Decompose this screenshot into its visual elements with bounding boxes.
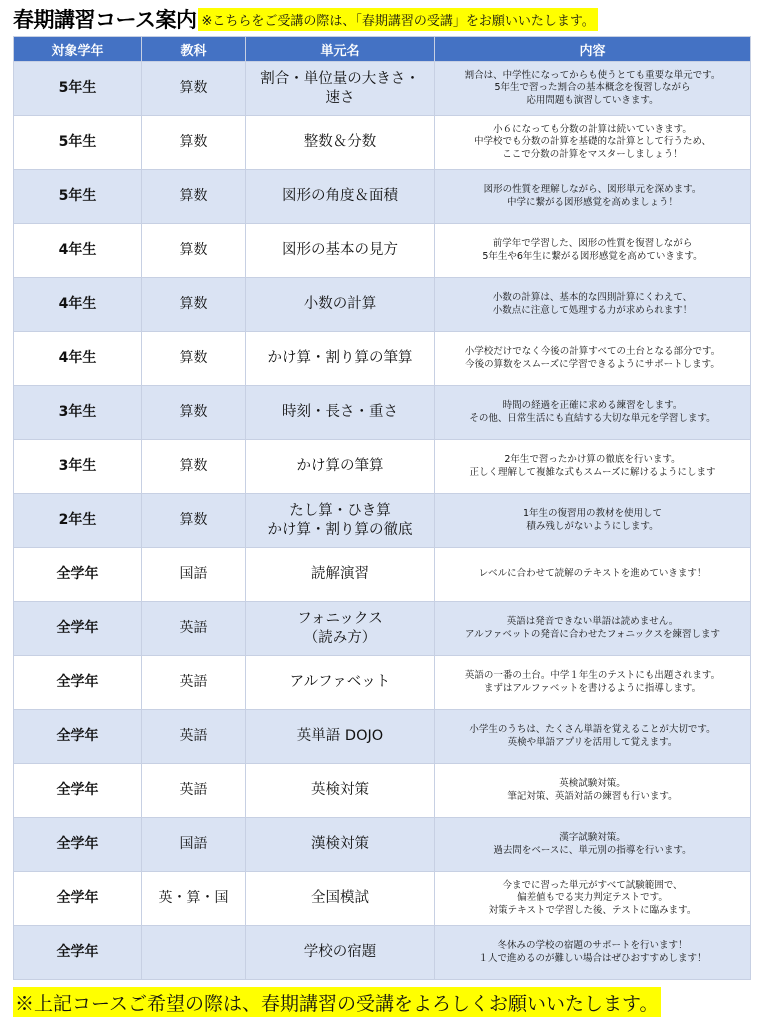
table-row: [14, 764, 751, 818]
column-header-content: 内容: [435, 37, 751, 62]
description-cell: 小数の計算は、基本的な四則計算にくわえて、 小数点に注意して処理する力が求められます！: [435, 278, 751, 332]
unit-cell: 図形の角度＆面積: [246, 170, 435, 224]
header: [13, 4, 598, 34]
subject-cell: 算数: [142, 224, 246, 278]
unit-cell: 英単語 DOJO: [246, 710, 435, 764]
subject-cell: 算数: [142, 116, 246, 170]
column-header-subject: 教科: [142, 37, 246, 62]
unit-cell: かけ算・割り算の筆算: [246, 332, 435, 386]
unit-cell: 学校の宿題: [246, 926, 435, 980]
subject-cell: 算数: [142, 332, 246, 386]
grade-cell: 2年生: [14, 494, 142, 548]
unit-cell: 漢検対策: [246, 818, 435, 872]
description-cell: 2年生で習ったかけ算の徹底を行います。 正しく理解して複雑な式もスムーズに解けるようにします: [435, 440, 751, 494]
grade-cell: 5年生: [14, 116, 142, 170]
description-cell: 冬休みの学校の宿題のサポートを行います！ １人で進めるのが難しい場合はぜひおすすめします！: [435, 926, 751, 980]
table-row: [14, 278, 751, 332]
table-row: [14, 602, 751, 656]
table-header-row: [14, 37, 751, 62]
table-row: [14, 332, 751, 386]
subject-cell: 算数: [142, 440, 246, 494]
subject-cell: 英語: [142, 764, 246, 818]
grade-cell: 5年生: [14, 62, 142, 116]
subject-cell: 英語: [142, 602, 246, 656]
subject-cell: 算数: [142, 62, 246, 116]
description-cell: 1年生の復習用の教材を使用して 積み残しがないようにします。: [435, 494, 751, 548]
grade-cell: 4年生: [14, 332, 142, 386]
grade-cell: 4年生: [14, 278, 142, 332]
table-row: [14, 494, 751, 548]
unit-cell: 整数＆分数: [246, 116, 435, 170]
description-cell: 英語は発音できない単語は読めません。 アルファベットの発音に合わせたフォニックスを練習します: [435, 602, 751, 656]
unit-cell: フォニックス （読み方）: [246, 602, 435, 656]
table-row: [14, 62, 751, 116]
subject-cell: 英語: [142, 656, 246, 710]
column-header-grade: 対象学年: [14, 37, 142, 62]
table-row: [14, 656, 751, 710]
description-cell: 英検試験対策。 筆記対策、英語対話の練習も行います。: [435, 764, 751, 818]
footer-note: ※上記コースご希望の際は、春期講習の受講をよろしくお願いいたします。: [13, 987, 661, 1017]
grade-cell: 全学年: [14, 602, 142, 656]
description-cell: 漢字試験対策。 過去問をベースに、単元別の指導を行います。: [435, 818, 751, 872]
unit-cell: 全国模試: [246, 872, 435, 926]
table-row: [14, 818, 751, 872]
column-header-unit: 単元名: [246, 37, 435, 62]
unit-cell: 図形の基本の見方: [246, 224, 435, 278]
description-cell: 英語の一番の土台。中学１年生のテストにも出題されます。 まずはアルファベットを書けるように指導します。: [435, 656, 751, 710]
unit-cell: 割合・単位量の大きさ・ 速さ: [246, 62, 435, 116]
description-cell: 今までに習った単元がすべて試験範囲で、 偏差値もでる実力判定テストです。 対策テキストで学習した後、テストに臨みます。: [435, 872, 751, 926]
table-row: [14, 548, 751, 602]
unit-cell: 読解演習: [246, 548, 435, 602]
subject-cell: 国語: [142, 548, 246, 602]
subject-cell: 国語: [142, 818, 246, 872]
table-row: [14, 170, 751, 224]
table-row: [14, 386, 751, 440]
description-cell: 小６になっても分数の計算は続いていきます。 中学校でも分数の計算を基礎的な計算として行うため、 ここで分数の計算をマスターしましょう！: [435, 116, 751, 170]
unit-cell: 小数の計算: [246, 278, 435, 332]
description-cell: 前学年で学習した、図形の性質を復習しながら 5年生や6年生に繋がる図形感覚を高めていきます。: [435, 224, 751, 278]
description-cell: 図形の性質を理解しながら、図形単元を深めます。 中学に繋がる図形感覚を高めましょう！: [435, 170, 751, 224]
course-table: [13, 36, 751, 980]
subject-cell: 算数: [142, 386, 246, 440]
subject-cell: 英・算・国: [142, 872, 246, 926]
grade-cell: 全学年: [14, 872, 142, 926]
page-title: 春期講習コース案内: [13, 7, 197, 32]
grade-cell: 全学年: [14, 710, 142, 764]
grade-cell: 全学年: [14, 656, 142, 710]
subject-cell: 算数: [142, 170, 246, 224]
grade-cell: 4年生: [14, 224, 142, 278]
table-row: [14, 224, 751, 278]
subject-cell: 英語: [142, 710, 246, 764]
description-cell: 小学生のうちは、たくさん単語を覚えることが大切です。 英検や単語アプリを活用して覚えます。: [435, 710, 751, 764]
grade-cell: 全学年: [14, 926, 142, 980]
table-row: [14, 440, 751, 494]
table-row: [14, 872, 751, 926]
unit-cell: かけ算の筆算: [246, 440, 435, 494]
grade-cell: 全学年: [14, 548, 142, 602]
unit-cell: アルファベット: [246, 656, 435, 710]
grade-cell: 全学年: [14, 764, 142, 818]
description-cell: 時間の経過を正確に求める練習をします。 その他、日常生活にも直結する大切な単元を学習します。: [435, 386, 751, 440]
grade-cell: 全学年: [14, 818, 142, 872]
unit-cell: たし算・ひき算 かけ算・割り算の徹底: [246, 494, 435, 548]
grade-cell: 3年生: [14, 386, 142, 440]
table-row: [14, 116, 751, 170]
description-cell: 割合は、中学性になってからも使うとても重要な単元です。 5年生で習った割合の基本概念を復習しながら 応用問題も演習していきます。: [435, 62, 751, 116]
subject-cell: 算数: [142, 278, 246, 332]
description-cell: 小学校だけでなく今後の計算すべての土台となる部分です。 今後の算数をスムーズに学習できるようにサポートします。: [435, 332, 751, 386]
table-row: [14, 710, 751, 764]
grade-cell: 5年生: [14, 170, 142, 224]
unit-cell: 英検対策: [246, 764, 435, 818]
unit-cell: 時刻・長さ・重さ: [246, 386, 435, 440]
subject-cell: [142, 926, 246, 980]
grade-cell: 3年生: [14, 440, 142, 494]
description-cell: レベルに合わせて読解のテキストを進めていきます！: [435, 548, 751, 602]
subject-cell: 算数: [142, 494, 246, 548]
header-note: ※こちらをご受講の際は、「春期講習の受講」をお願いいたします。: [198, 8, 597, 31]
table-row: [14, 926, 751, 980]
